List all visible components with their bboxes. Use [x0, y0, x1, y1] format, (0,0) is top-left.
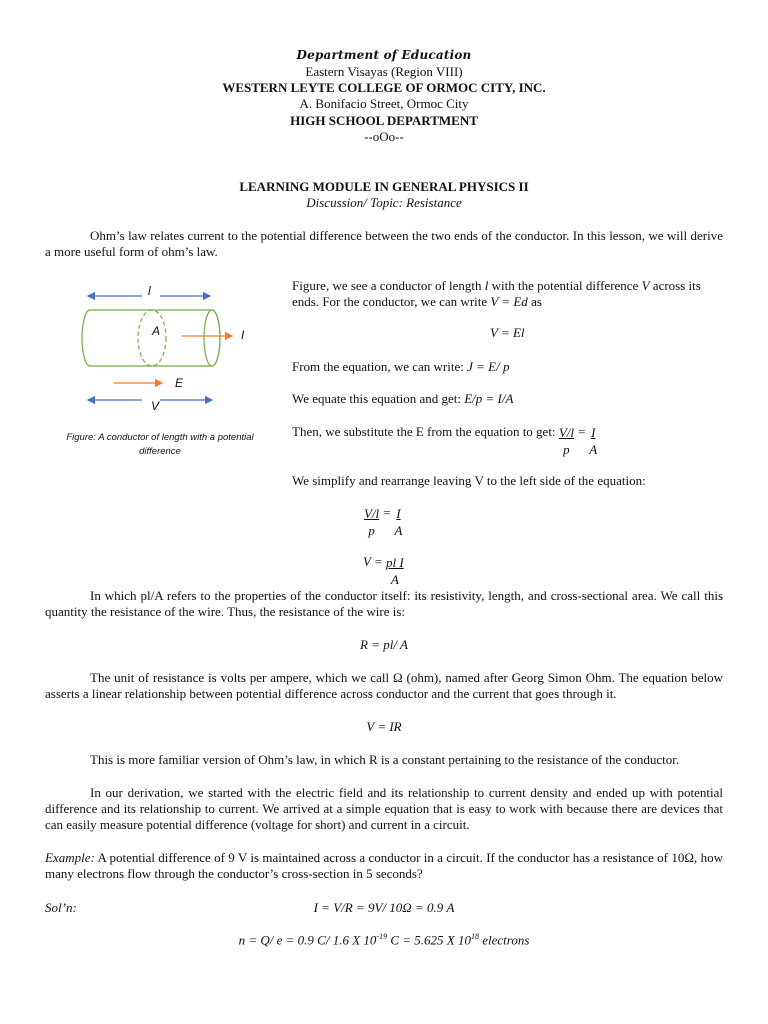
equation-fraction: $\frac{V/l}{p} = \frac{I}{A}$ — [364, 505, 403, 538]
equation-v-el: V = El — [490, 325, 525, 340]
paragraph-derivation: In our derivation, we started with the electric field and its relationship to current density and ended up with potential difference and its relationship to current. We arrived at a simple equation that is easy to work with because there are devices that can easily measure potential difference (voltage for short) and current in a circuit. — [45, 785, 723, 832]
right-paragraph-2: From the equation, we can write: J = E/ p — [292, 359, 510, 374]
figure-label-I: I — [241, 328, 245, 342]
figure-label-l: l — [148, 284, 151, 298]
module-title: LEARNING MODULE IN GENERAL PHYSICS II — [239, 179, 529, 194]
figure-label-V: V — [151, 399, 160, 413]
example-paragraph: Example: A potential difference of 9 V is maintained across a conductor in a circuit. If the conductor has a resistance of 10Ω, how many electrons flow through the conductor’s cross-section in 5 seconds? — [45, 850, 723, 881]
paragraph-resistance: In which pl/A refers to the properties of the conductor itself: its resistivity, length, and cross-sectional area. We call this quantity the resistance of the wire. Thus, the resistance of the wire is: — [45, 588, 723, 619]
right-paragraph-5: We simplify and rearrange leaving V to the left side of the equation: — [292, 473, 646, 488]
figure-label-E: E — [175, 376, 184, 390]
school-name: WESTERN LEYTE COLLEGE OF ORMOC CITY, INC. — [222, 80, 546, 95]
region: Eastern Visayas (Region VIII) — [305, 64, 463, 79]
solution-eq-2: n = Q/ e = 0.9 C/ 1.6 X $10^{-19}$ C = 5.625 X $10^{18}$ electrons — [238, 932, 530, 948]
conductor-figure — [72, 280, 272, 420]
school-address: A. Bonifacio Street, Ormoc City — [299, 96, 469, 111]
equation-ohm: V = IR — [366, 719, 402, 734]
paragraph-unit: The unit of resistance is volts per ampere, which we call Ω (ohm), named after Georg Simon Ohm. The equation below asserts a linear relationship between potential difference across conductor and the current that goes through it. — [45, 670, 723, 701]
cylinder-body — [82, 310, 220, 366]
right-paragraph-4: Then, we substitute the E from the equation to get: $\frac{V/l}{p} = \frac{I}{A}$ — [292, 424, 598, 457]
module-topic: Discussion/ Topic: Resistance — [306, 195, 462, 210]
department-name: HIGH SCHOOL DEPARTMENT — [290, 113, 478, 128]
paragraph-familiar: This is more familiar version of Ohm’s law, in which R is a constant pertaining to the resistance of the conductor. — [90, 752, 680, 767]
equation-v: $V = \frac{\text{pl I}}{A}$ — [363, 554, 404, 587]
solution-eq-1: I = V/R = 9V/ 10Ω = 0.9 A — [313, 900, 455, 915]
solution-label: Sol’n: — [45, 900, 77, 915]
dept-name: Department of Education — [296, 48, 472, 62]
cross-section — [138, 310, 166, 366]
intro-paragraph: Ohm’s law relates current to the potential difference between the two ends of the conductor. In this lesson, we will derive a more useful form of ohm’s law. — [45, 228, 723, 259]
separator: --oOo-- — [364, 129, 404, 144]
figure-caption: Figure: A conductor of length with a potential difference — [66, 432, 254, 457]
cylinder-end — [204, 310, 220, 366]
equation-r: R = pl/ A — [360, 637, 408, 652]
figure-label-A: A — [152, 324, 161, 338]
right-paragraph-3: We equate this equation and get: E/p = I/A — [292, 391, 514, 406]
right-paragraph-1: Figure, we see a conductor of length l with the potential difference V across its ends. For the conductor, we can write V = Ed as — [292, 278, 701, 309]
